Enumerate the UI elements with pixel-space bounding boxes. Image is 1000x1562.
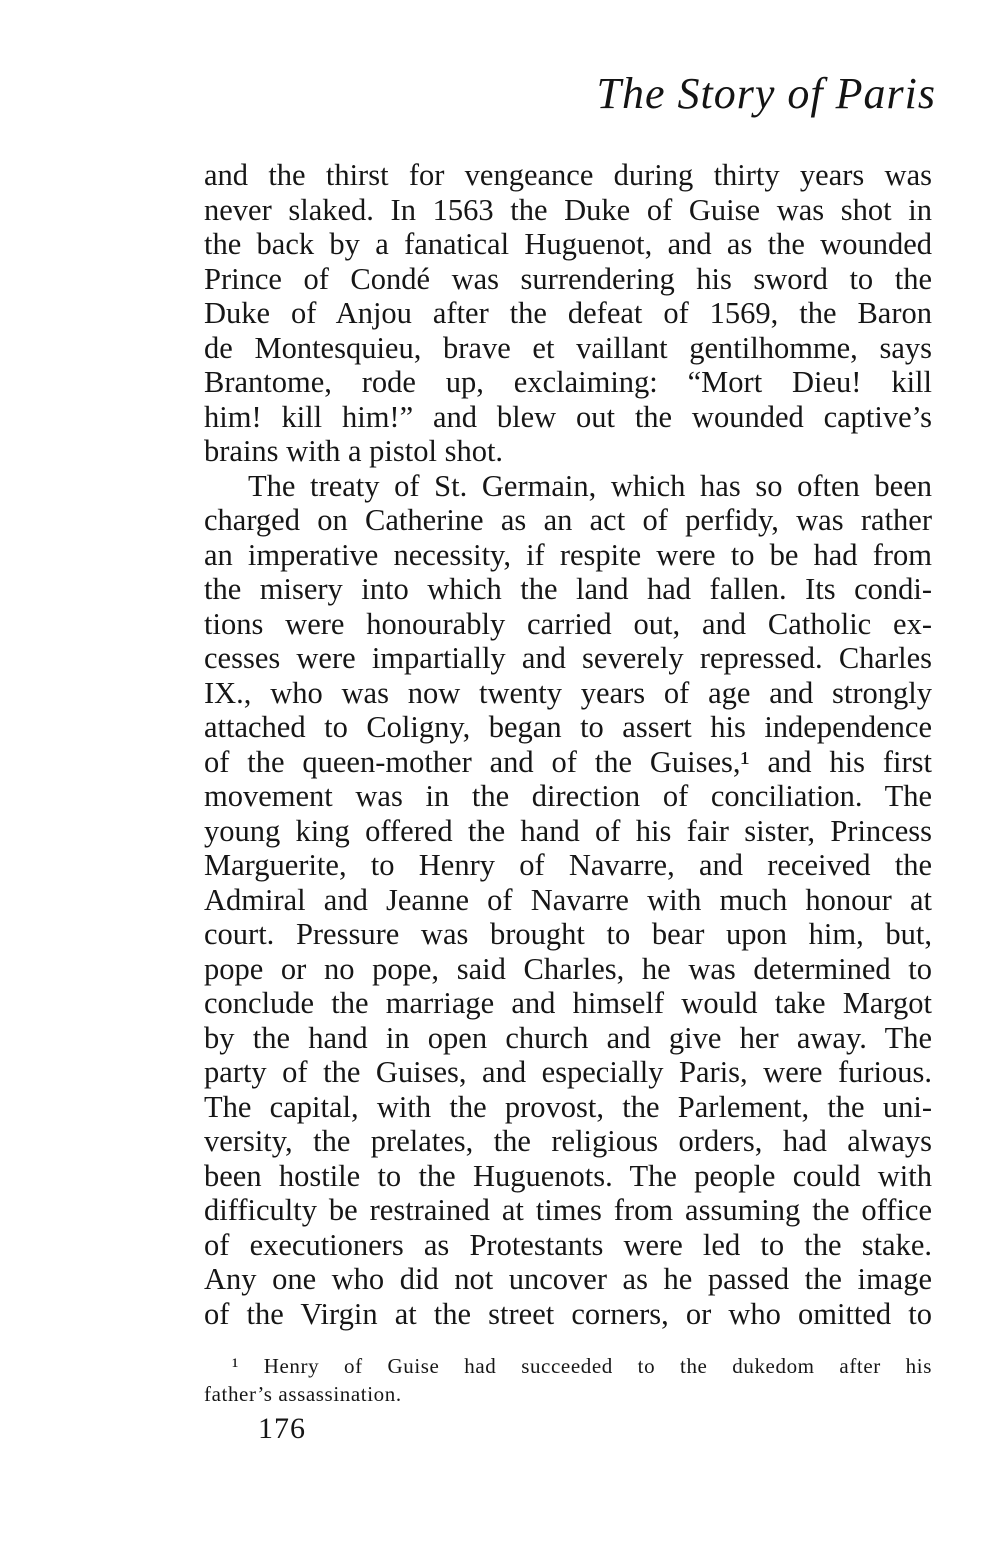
text-line: an imperative necessity, if respite were to be had from — [204, 537, 932, 572]
text-line: Admiral and Jeanne of Navarre with much honour at — [204, 882, 932, 917]
text-line: of the Virgin at the street corners, or who omitted to — [204, 1296, 932, 1331]
text-line: de Montesquieu, brave et vaillant gentilhomme, says — [204, 330, 932, 365]
text-line: charged on Catherine as an act of perfidy, was rather — [204, 503, 932, 537]
text-line: brains with a pistol shot. — [204, 434, 504, 468]
text-line: the misery into which the land had fallen. Its condi- — [204, 572, 932, 606]
text-line: court. Pressure was brought to bear upon him, but, — [204, 917, 932, 951]
footnote-line: father’s assassination. — [204, 1382, 402, 1406]
footnote-line: ¹ Henry of Guise had succeeded to the dukedom after his — [232, 1354, 932, 1378]
text-line: Duke of Anjou after the defeat of 1569, the Baron — [204, 296, 932, 330]
paragraph-first-line: The treaty of St. Germain, which has so often been — [248, 468, 932, 503]
body-text — [204, 158, 932, 1331]
text-line: conclude the marriage and himself would take Margot — [204, 986, 932, 1020]
running-head-title: The Story of Paris — [596, 69, 936, 118]
text-line: by the hand in open church and give her away. The — [204, 1020, 932, 1055]
text-line: of executioners as Protestants were led to the stake. — [204, 1227, 932, 1262]
text-line: movement was in the direction of conciliation. The — [204, 779, 932, 813]
text-line: versity, the prelates, the religious orders, had always — [204, 1124, 932, 1158]
text-line: IX., who was now twenty years of age and strongly — [204, 675, 932, 710]
text-line: The capital, with the provost, the Parlement, the uni- — [204, 1089, 932, 1124]
text-line: and the thirst for vengeance during thirty years was — [204, 158, 932, 192]
text-line: him! kill him!” and blew out the wounded captive’s — [204, 399, 932, 434]
text-line: party of the Guises, and especially Paris, were furious. — [204, 1055, 932, 1089]
text-line: been hostile to the Huguenots. The people could with — [204, 1158, 932, 1193]
text-line: Marguerite, to Henry of Navarre, and received the — [204, 848, 932, 882]
text-line: Brantome, rode up, exclaiming: “Mort Dieu! kill — [204, 365, 932, 399]
text-line: Any one who did not uncover as he passed the image — [204, 1262, 932, 1296]
text-line: of the queen-mother and of the Guises,¹ and his first — [204, 744, 932, 779]
footnote — [204, 1352, 932, 1408]
text-line: difficulty be restrained at times from assuming the office — [204, 1193, 932, 1227]
page-number: 176 — [258, 1412, 306, 1445]
text-line: pope or no pope, said Charles, he was determined to — [204, 951, 932, 986]
text-line: Prince of Condé was surrendering his sword to the — [204, 261, 932, 296]
text-line: attached to Coligny, began to assert his independence — [204, 710, 932, 744]
text-line: cesses were impartially and severely repressed. Charles — [204, 641, 932, 675]
text-line: young king offered the hand of his fair sister, Princess — [204, 813, 932, 848]
text-line: never slaked. In 1563 the Duke of Guise was shot in — [204, 192, 932, 227]
text-line: tions were honourably carried out, and Catholic ex- — [204, 606, 932, 641]
text-line: the back by a fanatical Huguenot, and as the wounded — [204, 227, 932, 261]
